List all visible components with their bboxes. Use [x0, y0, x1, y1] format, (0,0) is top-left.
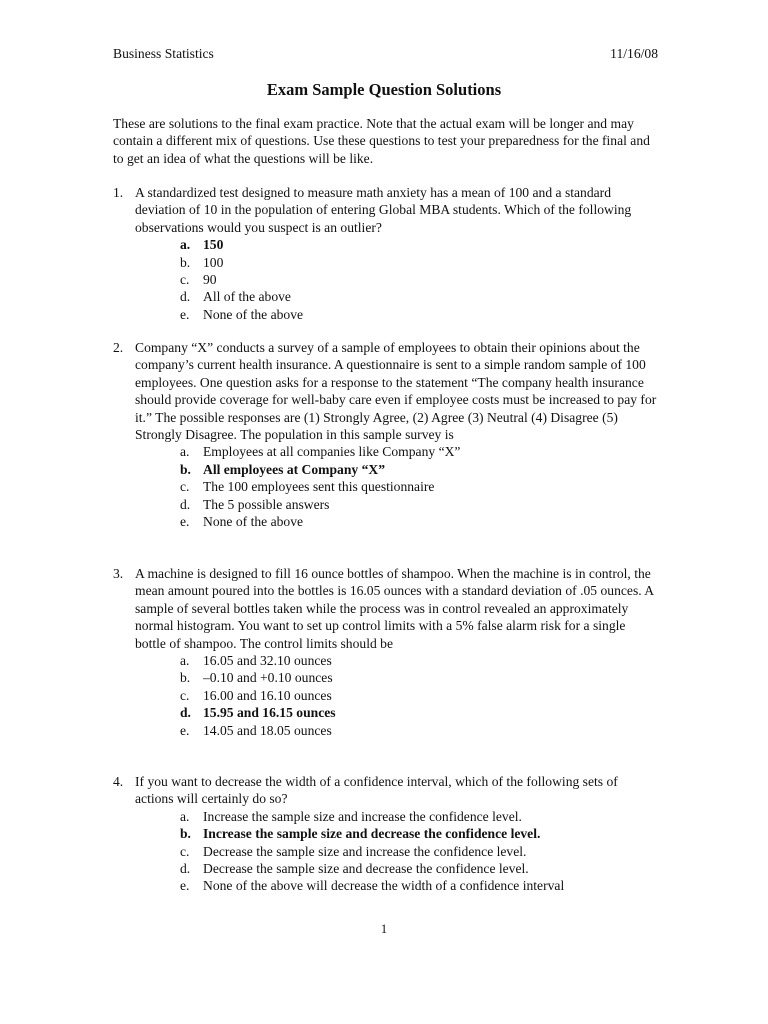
question-1 — [113, 184, 658, 323]
question-text: Company “X” conducts a survey of a sample of employees to obtain their opinions about the company’s current health insurance. A questionnaire is sent to a simple random sample of 100 employees. One question asks for a response to the statement “The company health insurance should provide coverage for well-baby care even if employee costs must be increased to pay for it.” The possible responses are (1) Strongly Agree, (2) Agree (3) Neutral (4) Disagree (5) Strongly Disagree. The population in this sample survey is — [135, 340, 657, 443]
answer-options — [113, 808, 658, 895]
correct-answer-option: a. 150 — [180, 237, 224, 253]
question-3 — [113, 565, 658, 739]
answer-option: c. Decrease the sample size and increase the confidence level. — [180, 843, 527, 859]
answer-option: a. 16.05 and 32.10 ounces — [180, 653, 332, 669]
correct-answer-option: d. 15.95 and 16.15 ounces — [180, 705, 336, 721]
page-header — [113, 45, 658, 63]
answer-option: e. None of the above — [180, 306, 304, 322]
answer-option: e. None of the above will decrease the width of a confidence interval — [180, 878, 565, 894]
answer-option: b. –0.10 and +0.10 ounces — [180, 670, 333, 686]
answer-option: d. All of the above — [180, 289, 291, 305]
answer-options — [113, 236, 658, 323]
correct-answer-option: b. Increase the sample size and decrease the confidence level. — [180, 826, 541, 842]
question-text: A standardized test designed to measure math anxiety has a mean of 100 and a standard deviation of 10 in the population of entering Global MBA students. Which of the following observations would you suspect is an outlier? — [135, 185, 632, 235]
correct-answer-option: b. All employees at Company “X” — [180, 461, 385, 477]
page-number: 1 — [380, 922, 388, 936]
document-title: Exam Sample Question Solutions — [266, 80, 502, 99]
question-number: 4. — [113, 774, 124, 789]
answer-option: b. 100 — [180, 254, 224, 270]
answer-options — [113, 652, 658, 739]
course-name: Business Statistics — [113, 46, 214, 61]
answer-option: c. The 100 employees sent this questionnaire — [180, 479, 435, 495]
question-number: 2. — [113, 340, 124, 355]
intro-paragraph: These are solutions to the final exam practice. Note that the actual exam will be longer and may contain a different mix of questions. Use these questions to test your preparedness for the final and to get an idea of what the questions will be like. — [113, 116, 650, 166]
question-number: 3. — [113, 566, 124, 581]
question-number: 1. — [113, 185, 124, 200]
answer-option: a. Increase the sample size and increase the confidence level. — [180, 808, 522, 824]
answer-option: d. The 5 possible answers — [180, 496, 330, 512]
answer-option: d. Decrease the sample size and decrease the confidence level. — [180, 860, 529, 876]
header-date: 11/16/08 — [610, 46, 658, 61]
answer-option: a. Employees at all companies like Company “X” — [180, 444, 461, 460]
answer-options — [113, 443, 658, 530]
question-text: A machine is designed to fill 16 ounce bottles of shampoo. When the machine is in control, the mean amount poured into the bottles is 16.05 ounces with a standard deviation of .05 ounces. A sample of several bottles taken while the process was in control revealed an approximately normal histogram. You want to set up control limits with a 5% false alarm risk for a single bottle of shampoo. The control limits should be — [135, 566, 654, 651]
question-4 — [113, 773, 658, 895]
answer-option: c. 16.00 and 16.10 ounces — [180, 687, 332, 703]
answer-option: e. 14.05 and 18.05 ounces — [180, 722, 332, 738]
question-text: If you want to decrease the width of a confidence interval, which of the following sets of actions will certainly do so? — [135, 774, 618, 807]
answer-option: c. 90 — [180, 272, 217, 287]
answer-option: e. None of the above — [180, 514, 304, 529]
question-2 — [113, 339, 658, 530]
